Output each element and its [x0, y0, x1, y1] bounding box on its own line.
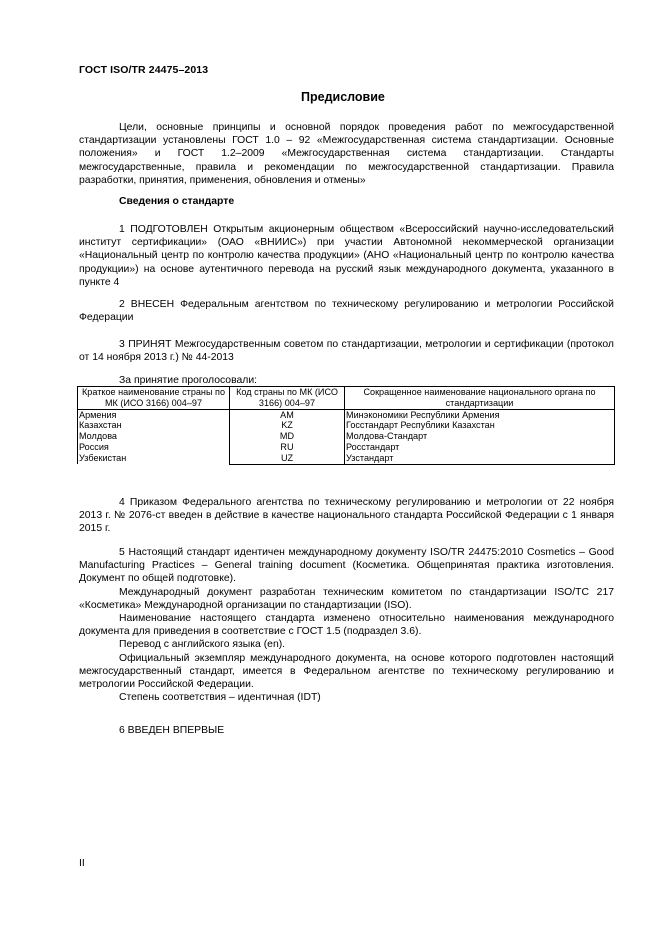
page-title: Предисловие [301, 90, 385, 104]
vote-caption: За принятие проголосовали: [119, 375, 258, 386]
country-uzbekistan: Узбекистан [79, 452, 127, 463]
body-moldova: Молдова-Стандарт [346, 431, 428, 442]
country-moldova: Молдова [79, 431, 117, 442]
document-header: ГОСТ ISO/TR 24475–2013 [79, 64, 209, 76]
item-1 [79, 223, 614, 289]
cell-country [78, 409, 230, 464]
header-country: Краткое наименование страны по МК (ИСО 3166) 004–97 [78, 387, 230, 410]
section-title: Сведения о стандарте [119, 196, 235, 207]
item-5-text: 5 Настоящий стандарт идентичен международному документу ISO/TR 24475:2010 Cosmetics – Good Manufacturing Practices – General training document (Косметика. Общепринятая практика изготовления. Документ по общей подготовке). [79, 547, 614, 585]
code-uz: UZ [280, 452, 294, 463]
country-kazakhstan: Казахстан [79, 420, 122, 431]
item-6: 6 ВВЕДЕН ВПЕРВЫЕ [119, 725, 225, 736]
item-3-text: 3 ПРИНЯТ Межгосударственным советом по стандартизации, метрологии и сертификации (протокол от 14 ноября 2013 г.) № 44-2013 [79, 339, 614, 364]
header-code: Код страны по МК (ИСО 3166) 004–97 [230, 387, 345, 410]
item-4 [79, 496, 614, 536]
item-5-p5: Официальный экземпляр международного документа, на основе которого подготовлен настоящий межгосударственный стандарт, имеется в Федеральном агентстве по техническому регулированию и метрологии Российской Федерации. [79, 652, 614, 691]
item-3 [79, 338, 614, 364]
body-russia: Росстандарт [346, 441, 400, 452]
item-2 [79, 298, 614, 324]
table-row [78, 409, 615, 464]
intro-text: Цели, основные принципы и основной порядок проведения работ по межгосударственной стандартизации установлены ГОСТ 1.0 – 92 «Межгосударственная система стандартизации. Основные положения» и ГОСТ 1.2–2009 «Межгосударственная система стандартизации. Стандарты межгосударственные, правила и рекомендации по межгосударственной стандартизации. Правила разработки, принятия, применения, обновления и отмены» [79, 122, 614, 186]
cell-code [230, 409, 345, 464]
item-5 [79, 546, 614, 704]
cell-body [345, 409, 615, 464]
code-md: MD [279, 431, 295, 442]
country-russia: Россия [79, 441, 109, 452]
item-5-p6: Степень соответствия – идентичная (IDT) [119, 692, 321, 704]
country-armenia: Армения [79, 409, 117, 420]
body-armenia: Минэкономики Республики Армения [346, 409, 500, 420]
item-2-text: 2 ВНЕСЕН Федеральным агентством по техническому регулированию и метрологии Российской Федерации [79, 299, 614, 324]
item-5-p3: Наименование настоящего стандарта изменено относительно наименования международного документа для приведения в соответствие с ГОСТ 1.5 (подраздел 3.6). [79, 613, 614, 638]
item-4-text: 4 Приказом Федерального агентства по техническому регулированию и метрологии от 22 ноября 2013 г. № 2076-ст введен в действие в качестве национального стандарта Российской Федерации с 1 января 2015 г. [79, 497, 614, 535]
header-body: Сокращенное наименование национального органа по стандартизации [345, 387, 615, 410]
item-1-text: 1 ПОДГОТОВЛЕН Открытым акционерным обществом «Всероссийский научно-исследовательский институт сертификации» (ОАО «ВНИИС») при участии Автономной некоммерческой организации «Национальный центр по контролю качества продукции» (АНО «Национальный центр по контролю качества продукции») на основе аутентичного перевода на русский язык международного документа, указанного в пункте 4 [79, 224, 614, 288]
voting-table [77, 386, 615, 465]
item-5-p4: Перевод с английского языка (en). [119, 639, 286, 651]
code-ru: RU [280, 441, 294, 452]
item-5-p2: Международный документ разработан техническим комитетом по стандартизации ISO/TC 217 «Косметика» Международной организации по стандартизации (ISO). [79, 586, 614, 611]
page-number: II [79, 858, 85, 869]
body-uzbekistan: Узстандарт [346, 452, 394, 463]
code-am: AM [280, 409, 294, 420]
body-kazakhstan: Госстандарт Республики Казахстан [346, 420, 495, 431]
code-kz: KZ [281, 420, 293, 431]
intro-paragraph [79, 121, 614, 187]
table-header-row [78, 387, 615, 410]
